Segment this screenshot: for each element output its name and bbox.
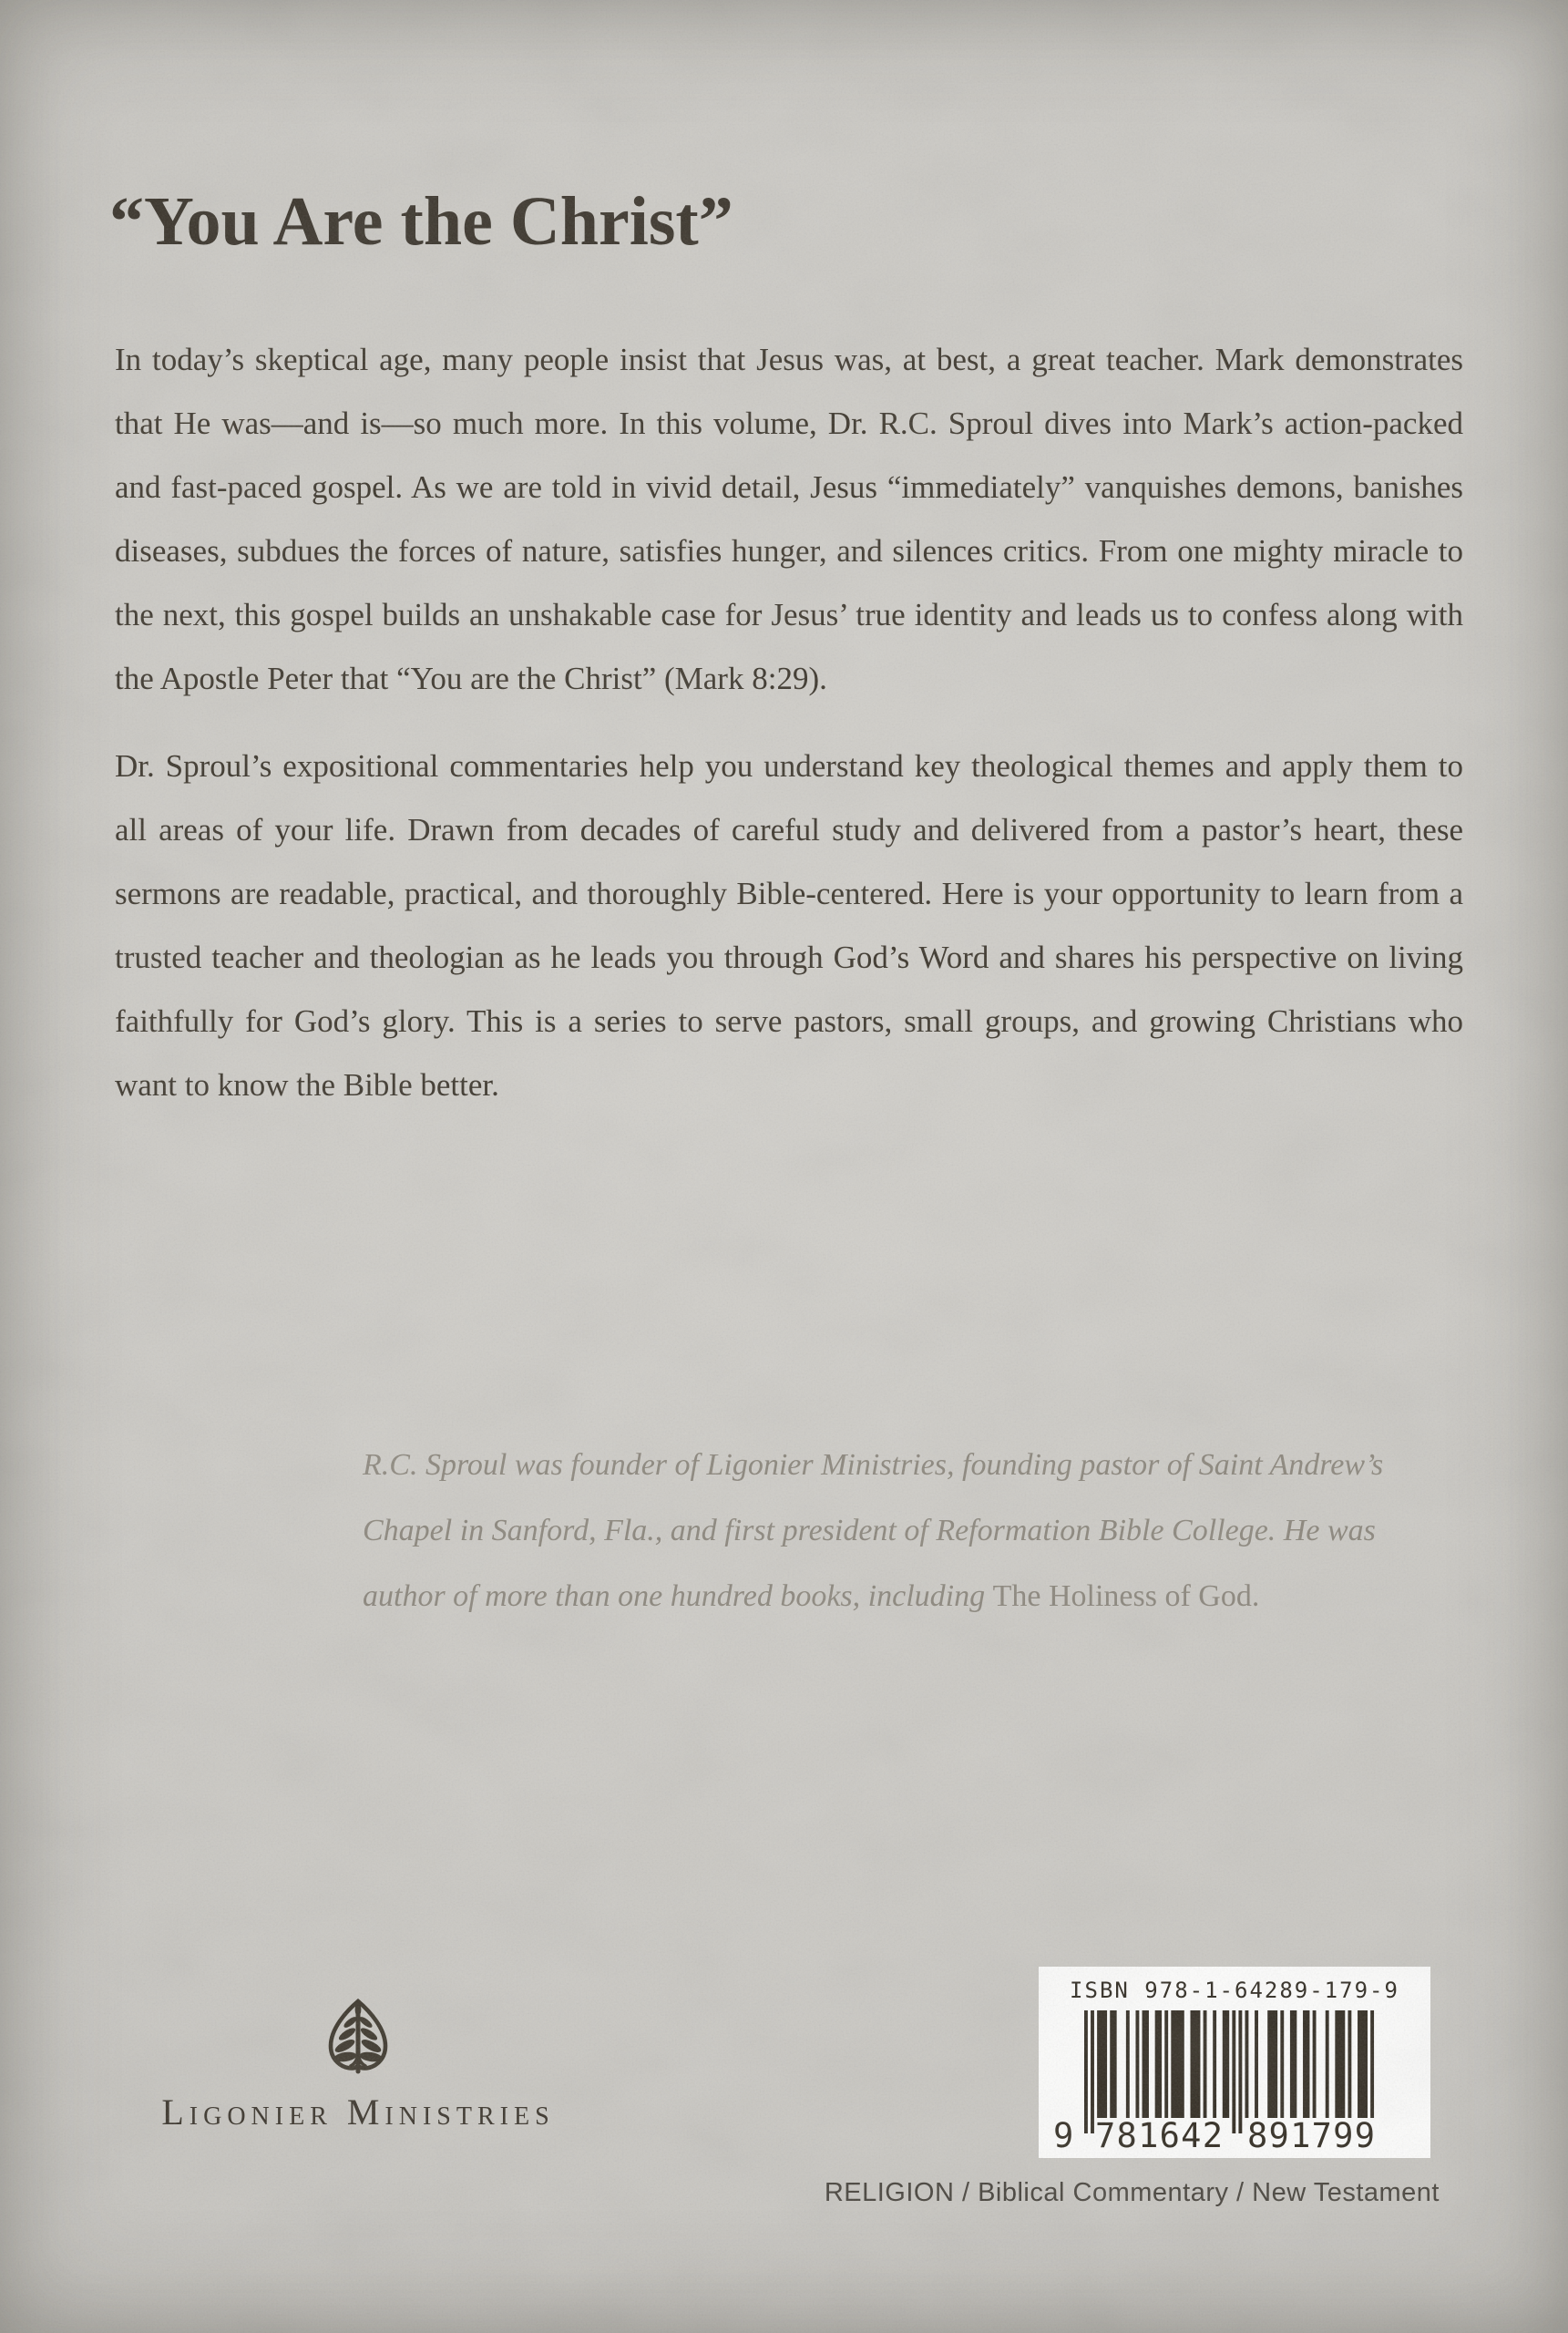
publisher-block bbox=[85, 1998, 631, 2133]
description-paragraph-1: In today’s skeptical age, many people insist that Jesus was, at best, a great teacher. Mark demonstrates that He was—and is—so much more. In this volume, Dr. R.C. Sproul dives into Mark’s action-packed and fast-paced gospel. As we are told in vivid detail, Jesus “immediately” vanquishes demons, banishes diseases, subdues the forces of nature, satisfies hunger, and silences critics. From one mighty miracle to the next, this gospel builds an unshakable case for Jesus’ true identity and leads us to confess along with the Apostle Peter that “You are the Christ” (Mark 8:29). bbox=[115, 342, 1463, 696]
isbn-label: ISBN 978-1-64289-179-9 bbox=[1070, 1978, 1399, 2003]
svg-text:781642: 781642 bbox=[1095, 2116, 1223, 2155]
author-bio-text: R.C. Sproul was founder of Ligonier Ministries, founding pastor of Saint Andrew’s Chapel in Sanford, Fla., and first president of Reformation Bible College. He was author of more than one hundred books, including bbox=[363, 1448, 1384, 1613]
description-paragraph-2: Dr. Sproul’s expositional commentaries help you understand key theological themes and apply them to all areas of your life. Drawn from decades of careful study and delivered from a pastor’s heart, these sermons are readable, practical, and thoroughly Bible-centered. Here is your opportunity to learn from a trusted teacher and theologian as he leads you through God’s Word and shares his perspective on living faithfully for God’s glory. This is a series to serve pastors, small groups, and growing Christians who want to know the Bible better. bbox=[115, 748, 1463, 1103]
description bbox=[115, 328, 1463, 1141]
publisher-name: Ligonier Ministries bbox=[161, 2091, 555, 2133]
category-line: RELIGION / Biblical Commentary / New Testament bbox=[824, 2178, 1440, 2207]
author-bio-book-title: The Holiness of God. bbox=[992, 1579, 1260, 1613]
svg-text:9: 9 bbox=[1053, 2116, 1074, 2155]
page-title: “You Are the Christ” bbox=[109, 183, 733, 260]
author-bio bbox=[363, 1433, 1460, 1629]
svg-text:891799: 891799 bbox=[1247, 2116, 1375, 2155]
isbn-barcode bbox=[1039, 1967, 1430, 2158]
ligonier-tree-icon bbox=[322, 1998, 395, 2085]
